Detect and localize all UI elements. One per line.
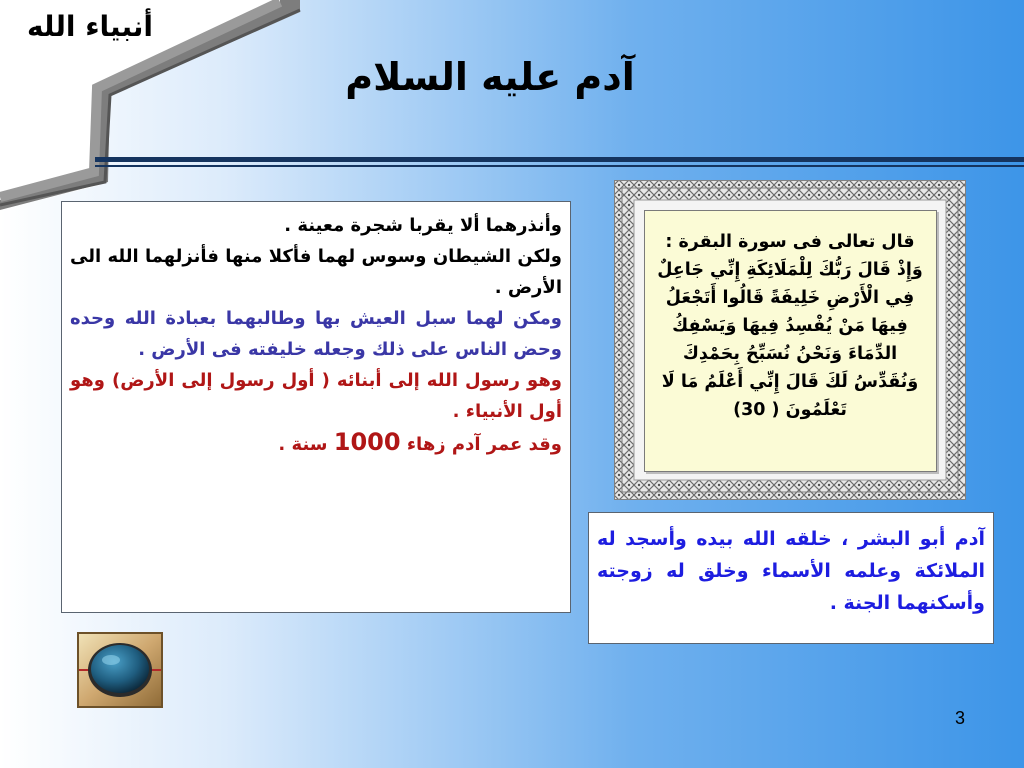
story-text-box (61, 201, 571, 613)
verse-intro: قال تعالى فى سورة البقرة : (665, 232, 915, 252)
story-para-3: ومكن لهما سبل العيش بها وطالبهما بعبادة الله وحده وحض الناس على ذلك وجعله خليفته فى الأرض . (70, 308, 562, 360)
story-para-5-prefix: وقد عمر آدم زهاء (406, 434, 562, 455)
story-para-5-suffix: سنة (291, 434, 328, 455)
page-number: 3 (954, 708, 965, 728)
corner-label: أنبياء الله (26, 10, 154, 43)
page-title: آدم عليه السلام (345, 55, 635, 99)
verse-quran-text: وَإِذْ قَالَ رَبُّكَ لِلْمَلَائِكَةِ إِنِّي جَاعِلٌ فِي الْأَرْضِ خَلِيفَةً قَالُوا أَتَجْعَلُ فِيهَا مَنْ يُفْسِدُ فِيهَا وَيَسْفِكُ الدِّمَاءَ وَنَحْنُ نُسَبِّحُ بِحَمْدِكَ وَنُقَدِّسُ لَكَ قَالَ إِنِّي أَعْلَمُ مَا لَا تَعْلَمُونَ (657, 260, 923, 420)
story-para-5 (70, 427, 562, 460)
story-para-5-end: . (278, 434, 286, 455)
summary-text: آدم أبو البشر ، خلقه الله بيده وأسجد له الملائكة وعلمه الأسماء وخلق له زوجته وأسكنهما الجنة . (597, 528, 985, 614)
title-divider-thin (95, 165, 1024, 167)
story-para-5-number: 1000 (333, 428, 401, 456)
story-para-1: وأنذرهما ألا يقربا شجرة معينة . (284, 215, 562, 236)
gem-button-icon[interactable] (77, 632, 163, 708)
story-para-2: ولكن الشيطان وسوس لهما فأكلا منها فأنزلهما الله الى الأرض . (70, 246, 562, 298)
summary-text-box (588, 512, 994, 644)
verse-text (650, 228, 930, 424)
verse-number: ( 30) (733, 400, 780, 420)
title-divider (95, 157, 1024, 162)
story-para-4: وهو رسول الله إلى أبنائه ( أول رسول إلى الأرض) وهو أول الأنبياء . (70, 370, 562, 422)
verse-body (650, 256, 930, 424)
